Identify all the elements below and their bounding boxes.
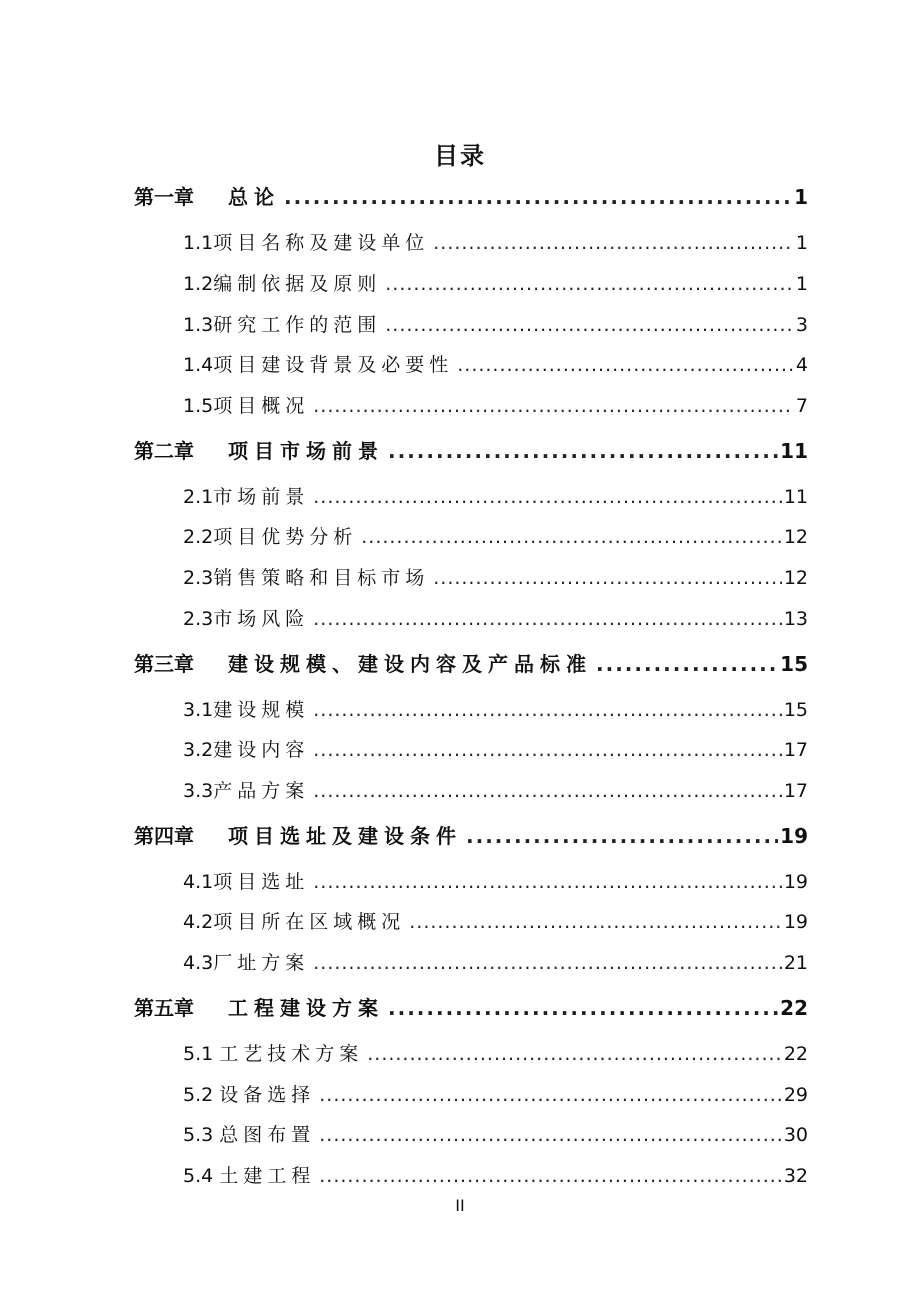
- entry-label: 建设内容: [213, 739, 310, 761]
- entry-label: 厂址方案: [213, 952, 310, 974]
- toc-chapter-entry[interactable]: [134, 821, 808, 851]
- entry-label: 工程建设方案: [228, 996, 384, 1020]
- dot-leader: [313, 735, 782, 765]
- entry-number: 2.3: [183, 567, 214, 589]
- entry-number: 1.3: [183, 314, 214, 336]
- entry-label: 销售策略和目标市场: [213, 567, 430, 589]
- entry-number: 1.1: [183, 232, 214, 254]
- entry-page-number: 32: [783, 1165, 808, 1187]
- entry-number: 3.1: [183, 699, 214, 721]
- dot-leader: [313, 604, 782, 634]
- dot-leader: [409, 907, 782, 937]
- toc-section-entry[interactable]: [183, 695, 808, 725]
- entry-number: 第五章: [134, 996, 194, 1020]
- dot-leader: [313, 391, 794, 421]
- entry-label: 项目建设背景及必要性: [213, 354, 454, 376]
- entry-page-number: 29: [783, 1084, 808, 1106]
- entry-label: 土建工程: [219, 1165, 316, 1187]
- entry-page-number: 11: [783, 486, 808, 508]
- entry-label: 产品方案: [213, 780, 310, 802]
- entry-number: 5.3: [183, 1124, 214, 1146]
- dot-leader: [319, 1120, 782, 1150]
- dot-leader: [457, 350, 794, 380]
- entry-page-number: 30: [783, 1124, 808, 1146]
- entry-page-number: 19: [780, 824, 808, 848]
- entry-number: 2.3: [183, 608, 214, 630]
- entry-number: 4.1: [183, 871, 214, 893]
- entry-number: 2.2: [183, 526, 214, 548]
- entry-label: 项目所在区域概况: [213, 911, 406, 933]
- toc-section-entry[interactable]: [183, 948, 808, 978]
- entry-label: 项目名称及建设单位: [213, 232, 430, 254]
- entry-label: 项目选址: [213, 871, 310, 893]
- entry-page-number: 12: [783, 526, 808, 548]
- entry-page-number: 15: [780, 652, 808, 676]
- toc-section-entry[interactable]: [183, 563, 808, 593]
- entry-label: 建设规模: [213, 699, 310, 721]
- toc-section-entry[interactable]: [183, 604, 808, 634]
- dot-leader: [313, 695, 782, 725]
- toc-section-entry[interactable]: [183, 735, 808, 765]
- toc-section-entry[interactable]: [183, 1039, 808, 1069]
- dot-leader: [313, 482, 782, 512]
- entry-number: 1.4: [183, 354, 214, 376]
- entry-page-number: 19: [783, 871, 808, 893]
- entry-page-number: 22: [780, 996, 808, 1020]
- entry-page-number: 1: [794, 185, 808, 209]
- entry-number: 4.2: [183, 911, 214, 933]
- dot-leader: [596, 649, 778, 679]
- toc-section-entry[interactable]: [183, 776, 808, 806]
- toc-section-entry[interactable]: [183, 350, 808, 380]
- toc-section-entry[interactable]: [183, 522, 808, 552]
- entry-label: 建设规模、建设内容及产品标准: [228, 652, 592, 676]
- toc-section-entry[interactable]: [183, 228, 808, 258]
- dot-leader: [319, 1161, 782, 1191]
- toc-section-entry[interactable]: [183, 867, 808, 897]
- toc-chapter-entry[interactable]: [134, 649, 808, 679]
- entry-number: 第三章: [134, 652, 194, 676]
- entry-number: 第四章: [134, 824, 194, 848]
- toc-section-entry[interactable]: [183, 907, 808, 937]
- entry-page-number: 12: [783, 567, 808, 589]
- toc-title: 目录: [434, 142, 486, 170]
- entry-number: 1.2: [183, 273, 214, 295]
- entry-number: 3.3: [183, 780, 214, 802]
- entry-number: 5.4: [183, 1165, 214, 1187]
- dot-leader: [433, 228, 794, 258]
- toc-section-entry[interactable]: [183, 310, 808, 340]
- toc-section-entry[interactable]: [183, 1120, 808, 1150]
- entry-page-number: 7: [795, 395, 808, 417]
- dot-leader: [385, 269, 794, 299]
- entry-page-number: 19: [783, 911, 808, 933]
- entry-label: 项目市场前景: [228, 439, 384, 463]
- dot-leader: [388, 993, 778, 1023]
- entry-page-number: 1: [795, 273, 808, 295]
- entry-number: 4.3: [183, 952, 214, 974]
- dot-leader: [433, 563, 782, 593]
- entry-label: 市场风险: [213, 608, 310, 630]
- entry-page-number: 17: [783, 739, 808, 761]
- entry-page-number: 1: [795, 232, 808, 254]
- dot-leader: [319, 1080, 782, 1110]
- page-number-footer: II: [455, 1196, 465, 1215]
- entry-page-number: 22: [783, 1043, 808, 1065]
- toc-chapter-entry[interactable]: [134, 993, 808, 1023]
- toc-section-entry[interactable]: [183, 482, 808, 512]
- entry-label: 研究工作的范围: [213, 314, 382, 336]
- dot-leader: [361, 522, 782, 552]
- toc-section-entry[interactable]: [183, 1080, 808, 1110]
- entry-number: 3.2: [183, 739, 214, 761]
- entry-number: 2.1: [183, 486, 214, 508]
- entry-label: 总论: [228, 185, 280, 209]
- entry-page-number: 17: [783, 780, 808, 802]
- toc-chapter-entry[interactable]: [134, 436, 808, 466]
- entry-label: 市场前景: [213, 486, 310, 508]
- dot-leader: [466, 821, 778, 851]
- toc-chapter-entry[interactable]: [134, 182, 808, 212]
- entry-label: 项目优势分析: [213, 526, 358, 548]
- entry-label: 工艺技术方案: [219, 1043, 364, 1065]
- dot-leader: [385, 310, 794, 340]
- entry-label: 总图布置: [219, 1124, 316, 1146]
- entry-page-number: 4: [795, 354, 808, 376]
- entry-label: 编制依据及原则: [213, 273, 382, 295]
- entry-page-number: 11: [780, 439, 808, 463]
- toc-section-entry[interactable]: [183, 269, 808, 299]
- entry-number: 5.2: [183, 1084, 214, 1106]
- entry-page-number: 21: [783, 952, 808, 974]
- entry-label: 项目选址及建设条件: [228, 824, 462, 848]
- entry-label: 设备选择: [219, 1084, 316, 1106]
- toc-section-entry[interactable]: [183, 391, 808, 421]
- entry-number: 1.5: [183, 395, 214, 417]
- dot-leader: [313, 867, 782, 897]
- entry-page-number: 13: [783, 608, 808, 630]
- entry-page-number: 15: [783, 699, 808, 721]
- dot-leader: [388, 436, 778, 466]
- entry-number: 第二章: [134, 439, 194, 463]
- dot-leader: [367, 1039, 782, 1069]
- entry-number: 5.1: [183, 1043, 214, 1065]
- entry-number: 第一章: [134, 185, 194, 209]
- toc-section-entry[interactable]: [183, 1161, 808, 1191]
- dot-leader: [313, 948, 782, 978]
- entry-label: 项目概况: [213, 395, 310, 417]
- dot-leader: [313, 776, 782, 806]
- entry-page-number: 3: [795, 314, 808, 336]
- dot-leader: [284, 182, 792, 212]
